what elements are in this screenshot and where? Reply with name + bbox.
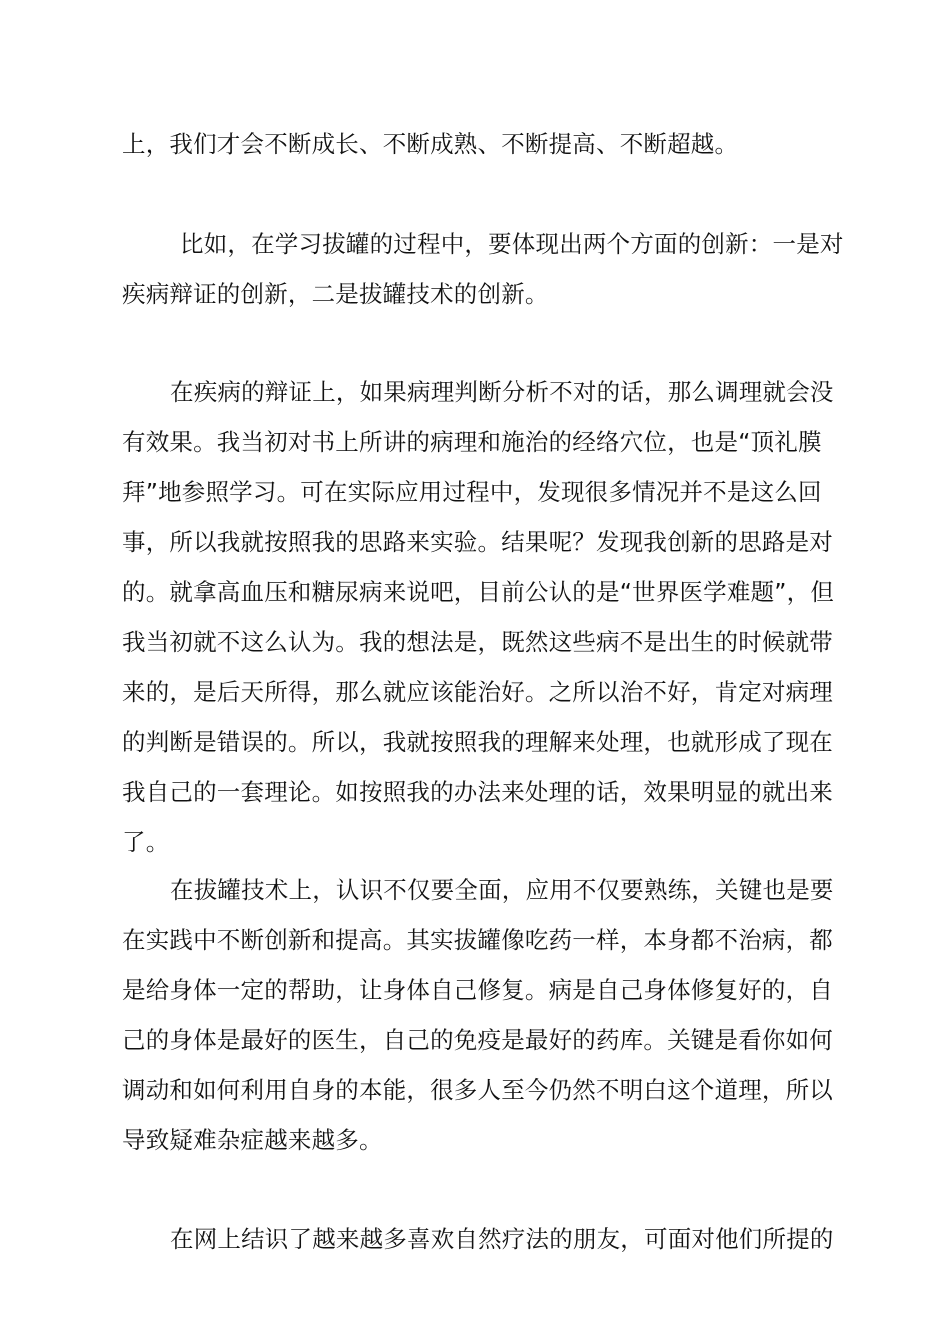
text-line: 上，我们才会不断成长、不断成熟、不断提高、不断超越。 (122, 130, 739, 158)
text-line: 来的，是后天所得，那么就应该能治好。之所以治不好，肯定对病理 (122, 678, 833, 706)
text-line: 疾病辩证的创新，二是拔罐技术的创新。 (122, 280, 549, 308)
text-line: 拜”地参照学习。可在实际应用过程中，发现很多情况并不是这么回 (122, 478, 822, 506)
text-line: 调动和如何利用自身的本能，很多人至今仍然不明白这个道理，所以 (122, 1076, 833, 1104)
text-line: 的。就拿高血压和糖尿病来说吧，目前公认的是“世界医学难题”，但 (122, 578, 835, 606)
text-line: 比如，在学习拔罐的过程中，要体现出两个方面的创新：一是对 (180, 230, 844, 258)
text-line: 在网上结识了越来越多喜欢自然疗法的朋友，可面对他们所提的 (170, 1225, 834, 1253)
text-line: 的判断是错误的。所以，我就按照我的理解来处理，也就形成了现在 (122, 728, 833, 756)
text-line: 是给身体一定的帮助，让身体自己修复。病是自己身体修复好的，自 (122, 976, 833, 1004)
text-line: 事，所以我就按照我的思路来实验。结果呢？发现我创新的思路是对 (122, 528, 833, 556)
text-line: 导致疑难杂症越来越多。 (122, 1126, 383, 1154)
text-line: 在拔罐技术上，认识不仅要全面，应用不仅要熟练，关键也是要 (170, 876, 834, 904)
text-line: 在实践中不断创新和提高。其实拔罐像吃药一样，本身都不治病，都 (122, 926, 833, 954)
text-line: 了。 (122, 828, 170, 856)
text-line: 在疾病的辩证上，如果病理判断分析不对的话，那么调理就会没 (170, 378, 834, 406)
text-line: 有效果。我当初对书上所讲的病理和施治的经络穴位，也是“顶礼膜 (122, 428, 822, 456)
text-line: 我当初就不这么认为。我的想法是，既然这些病不是出生的时候就带 (122, 628, 833, 656)
text-line: 我自己的一套理论。如按照我的办法来处理的话，效果明显的就出来 (122, 778, 833, 806)
text-line: 己的身体是最好的医生，自己的免疫是最好的药库。关键是看你如何 (122, 1026, 833, 1054)
